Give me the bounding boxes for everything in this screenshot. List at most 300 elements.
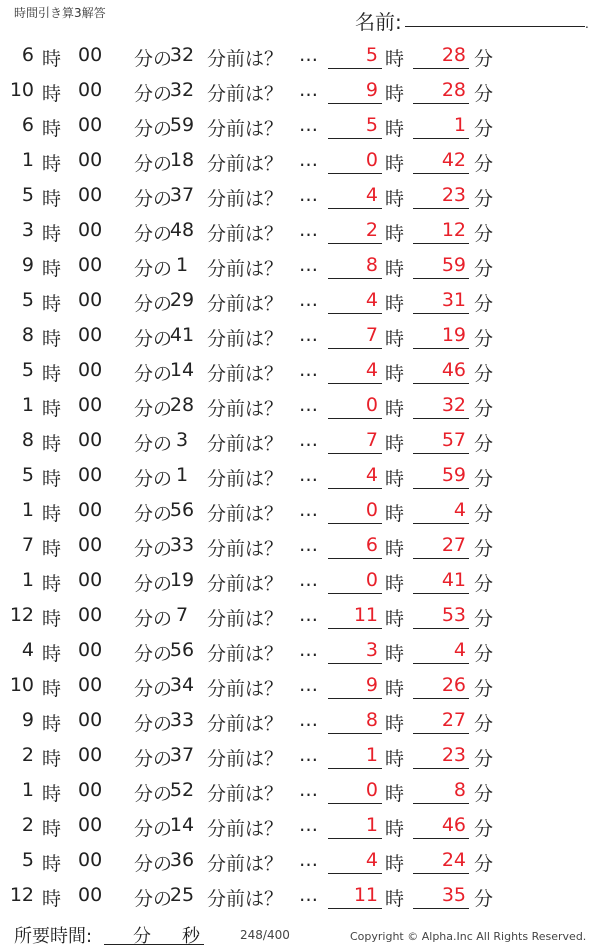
ellipsis: … [299,324,318,346]
zero-minutes: 00 [78,569,103,591]
problem-row [0,633,600,668]
answer-minute: 24 [441,849,466,871]
answer-hour-label: 時 [385,888,405,910]
minutes-before: 37 [169,744,195,766]
zero-minutes: 00 [78,44,103,66]
answer-minute-label: 分 [474,713,494,735]
zero-minutes: 00 [78,779,103,801]
answer-minute: 31 [441,289,466,311]
answer-minute-label: 分 [474,223,494,245]
ellipsis: … [299,744,318,766]
minutes-before: 1 [175,464,189,486]
answer-hour: 4 [365,184,378,206]
answer-hour: 4 [365,464,378,486]
answer-minute-underline [413,663,469,664]
problem-hour: 1 [21,779,34,801]
answer-hour: 8 [365,709,378,731]
name-label: 名前: [355,10,402,34]
zero-minutes: 00 [78,604,103,626]
answer-minute: 1 [453,114,466,136]
answer-hour: 4 [365,359,378,381]
zero-minutes: 00 [78,114,103,136]
answer-hour-underline [328,838,382,839]
answer-minute: 28 [441,44,466,66]
answer-hour-label: 時 [385,118,405,140]
answer-hour-label: 時 [385,223,405,245]
problem-hour: 12 [9,604,34,626]
answer-hour-underline [328,488,382,489]
answer-minute: 57 [441,429,466,451]
answer-minute: 4 [453,499,466,521]
answer-minute: 26 [441,674,466,696]
hour-label: 時 [42,608,62,630]
problem-hour: 10 [9,674,34,696]
problem-hour: 1 [21,499,34,521]
answer-hour: 1 [365,744,378,766]
answer-hour-underline [328,313,382,314]
problem-hour: 10 [9,79,34,101]
answer-hour-underline [328,733,382,734]
answer-hour-label: 時 [385,783,405,805]
answer-hour-label: 時 [385,48,405,70]
ellipsis: … [299,534,318,556]
problem-row [0,143,600,178]
problem-row [0,528,600,563]
answer-hour-label: 時 [385,153,405,175]
answer-hour: 9 [365,79,378,101]
answer-hour-label: 時 [385,83,405,105]
hour-label: 時 [42,83,62,105]
name-end-dot: . [585,17,589,31]
problem-hour: 7 [21,534,34,556]
answer-minute-underline [413,768,469,769]
answer-hour: 6 [365,534,378,556]
problem-hour: 5 [21,464,34,486]
zero-minutes: 00 [78,464,103,486]
answer-hour-label: 時 [385,573,405,595]
before-question-label: 分前は？ [207,258,284,280]
minutes-before: 14 [169,814,195,836]
answer-hour-underline [328,208,382,209]
problem-row [0,738,600,773]
ellipsis: … [299,149,318,171]
answer-minute-underline [413,453,469,454]
hour-label: 時 [42,888,62,910]
hour-label: 時 [42,398,62,420]
answer-hour-underline [328,593,382,594]
hour-label: 時 [42,783,62,805]
minutes-before: 18 [169,149,195,171]
problem-row [0,178,600,213]
answer-minute-label: 分 [474,118,494,140]
zero-minutes: 00 [78,534,103,556]
minutes-before: 59 [169,114,195,136]
minute-no-label: 分の [134,468,173,490]
answer-hour-underline [328,453,382,454]
before-question-label: 分前は？ [207,83,284,105]
zero-minutes: 00 [78,639,103,661]
answer-minute-label: 分 [474,783,494,805]
ellipsis: … [299,114,318,136]
hour-label: 時 [42,853,62,875]
minutes-before: 56 [169,639,195,661]
ellipsis: … [299,814,318,836]
problem-hour: 5 [21,849,34,871]
hour-label: 時 [42,48,62,70]
minutes-before: 7 [175,604,189,626]
problem-hour: 8 [21,429,34,451]
minute-no-label: 分の [134,118,173,140]
minutes-before: 32 [169,44,195,66]
answer-minute-label: 分 [474,818,494,840]
problem-hour: 12 [9,884,34,906]
zero-minutes: 00 [78,149,103,171]
answer-hour: 5 [365,114,378,136]
problem-row [0,108,600,143]
ellipsis: … [299,429,318,451]
minutes-before: 56 [169,499,195,521]
ellipsis: … [299,44,318,66]
answer-minute-label: 分 [474,888,494,910]
problem-row [0,598,600,633]
problem-row [0,248,600,283]
hour-label: 時 [42,573,62,595]
copyright-notice: Copyright © Alpha.Inc All Rights Reserved. [350,930,587,943]
zero-minutes: 00 [78,79,103,101]
answer-minute-underline [413,803,469,804]
hour-label: 時 [42,328,62,350]
answer-hour-label: 時 [385,503,405,525]
problem-row [0,73,600,108]
before-question-label: 分前は？ [207,433,284,455]
answer-minute: 42 [441,149,466,171]
minutes-before: 19 [169,569,195,591]
minute-no-label: 分の [134,153,173,175]
problem-row [0,843,600,878]
answer-minute-label: 分 [474,258,494,280]
before-question-label: 分前は？ [207,748,284,770]
ellipsis: … [299,359,318,381]
answer-minute-label: 分 [474,48,494,70]
answer-minute-underline [413,243,469,244]
minute-no-label: 分の [134,258,173,280]
minute-no-label: 分の [134,713,173,735]
hour-label: 時 [42,538,62,560]
answer-hour-underline [328,383,382,384]
problem-row [0,38,600,73]
answer-minute: 19 [441,324,466,346]
problem-hour: 9 [21,709,34,731]
problem-hour: 6 [21,44,34,66]
answer-minute: 59 [441,464,466,486]
hour-label: 時 [42,153,62,175]
required-time-minutes-unit: 分 [133,926,151,947]
answer-minute: 8 [453,779,466,801]
zero-minutes: 00 [78,884,103,906]
before-question-label: 分前は？ [207,713,284,735]
before-question-label: 分前は？ [207,888,284,910]
answer-minute: 46 [441,814,466,836]
minutes-before: 3 [175,429,189,451]
required-time-seconds-unit: 秒 [182,926,200,947]
answer-minute-underline [413,873,469,874]
ellipsis: … [299,709,318,731]
answer-minute-label: 分 [474,153,494,175]
answer-minute-underline [413,488,469,489]
minute-no-label: 分の [134,783,173,805]
problem-row [0,318,600,353]
zero-minutes: 00 [78,394,103,416]
zero-minutes: 00 [78,709,103,731]
before-question-label: 分前は？ [207,853,284,875]
hour-label: 時 [42,468,62,490]
answer-minute-label: 分 [474,503,494,525]
answer-minute-underline [413,383,469,384]
answer-hour-underline [328,103,382,104]
answer-minute-label: 分 [474,643,494,665]
answer-minute-label: 分 [474,678,494,700]
answer-minute-underline [413,278,469,279]
hour-label: 時 [42,503,62,525]
answer-hour-underline [328,908,382,909]
ellipsis: … [299,884,318,906]
before-question-label: 分前は？ [207,153,284,175]
zero-minutes: 00 [78,674,103,696]
answer-hour: 9 [365,674,378,696]
before-question-label: 分前は？ [207,783,284,805]
answer-minute-underline [413,68,469,69]
ellipsis: … [299,254,318,276]
answer-minute-label: 分 [474,608,494,630]
answer-minute: 27 [441,534,466,556]
zero-minutes: 00 [78,429,103,451]
minute-no-label: 分の [134,48,173,70]
answer-hour-underline [328,663,382,664]
answer-hour-label: 時 [385,608,405,630]
answer-minute-underline [413,838,469,839]
before-question-label: 分前は？ [207,293,284,315]
answer-hour-label: 時 [385,293,405,315]
zero-minutes: 00 [78,744,103,766]
answer-minute-label: 分 [474,538,494,560]
zero-minutes: 00 [78,184,103,206]
answer-minute-label: 分 [474,293,494,315]
answer-hour: 0 [365,394,378,416]
before-question-label: 分前は？ [207,573,284,595]
answer-hour-label: 時 [385,818,405,840]
zero-minutes: 00 [78,289,103,311]
answer-hour-label: 時 [385,678,405,700]
before-question-label: 分前は？ [207,363,284,385]
answer-hour-underline [328,243,382,244]
answer-minute: 28 [441,79,466,101]
minute-no-label: 分の [134,888,173,910]
answer-minute-underline [413,208,469,209]
hour-label: 時 [42,293,62,315]
minute-no-label: 分の [134,608,173,630]
hour-label: 時 [42,363,62,385]
zero-minutes: 00 [78,814,103,836]
minutes-before: 52 [169,779,195,801]
answer-minute-label: 分 [474,363,494,385]
problem-hour: 9 [21,254,34,276]
hour-label: 時 [42,258,62,280]
problem-row [0,703,600,738]
answer-hour-label: 時 [385,258,405,280]
problem-row [0,213,600,248]
hour-label: 時 [42,818,62,840]
answer-minute: 53 [441,604,466,626]
minutes-before: 48 [169,219,195,241]
answer-hour-label: 時 [385,748,405,770]
ellipsis: … [299,219,318,241]
before-question-label: 分前は？ [207,398,284,420]
ellipsis: … [299,464,318,486]
ellipsis: … [299,394,318,416]
before-question-label: 分前は？ [207,188,284,210]
minutes-before: 36 [169,849,195,871]
problem-row [0,493,600,528]
problem-hour: 6 [21,114,34,136]
answer-minute: 41 [441,569,466,591]
problem-hour: 5 [21,359,34,381]
answer-hour-underline [328,348,382,349]
answer-hour: 7 [365,429,378,451]
before-question-label: 分前は？ [207,503,284,525]
ellipsis: … [299,849,318,871]
problem-hour: 3 [21,219,34,241]
answer-hour-label: 時 [385,188,405,210]
minute-no-label: 分の [134,398,173,420]
before-question-label: 分前は？ [207,643,284,665]
answer-hour: 4 [365,849,378,871]
answer-minute: 27 [441,709,466,731]
problem-hour: 1 [21,569,34,591]
answer-minute-label: 分 [474,328,494,350]
answer-minute-label: 分 [474,468,494,490]
worksheet-title: 時間引き算3解答 [14,6,106,20]
before-question-label: 分前は？ [207,468,284,490]
answer-hour: 11 [353,884,378,906]
answer-hour: 2 [365,219,378,241]
answer-minute-underline [413,418,469,419]
name-underline [405,26,585,27]
problem-hour: 8 [21,324,34,346]
minutes-before: 25 [169,884,195,906]
minutes-before: 37 [169,184,195,206]
answer-hour-label: 時 [385,853,405,875]
before-question-label: 分前は？ [207,818,284,840]
answer-hour: 5 [365,44,378,66]
problem-hour: 5 [21,184,34,206]
problem-hour: 5 [21,289,34,311]
minute-no-label: 分の [134,538,173,560]
problem-row [0,563,600,598]
minute-no-label: 分の [134,678,173,700]
problem-row [0,808,600,843]
hour-label: 時 [42,713,62,735]
answer-hour-underline [328,278,382,279]
problem-hour: 2 [21,744,34,766]
answer-hour-underline [328,523,382,524]
zero-minutes: 00 [78,254,103,276]
answer-hour-label: 時 [385,713,405,735]
answer-minute: 35 [441,884,466,906]
answer-hour: 3 [365,639,378,661]
minutes-before: 14 [169,359,195,381]
minutes-before: 34 [169,674,195,696]
answer-hour-underline [328,698,382,699]
answer-hour: 0 [365,569,378,591]
answer-hour-underline [328,68,382,69]
ellipsis: … [299,674,318,696]
answer-minute-underline [413,313,469,314]
minutes-before: 33 [169,534,195,556]
answer-hour-label: 時 [385,328,405,350]
answer-minute-label: 分 [474,853,494,875]
minute-no-label: 分の [134,643,173,665]
answer-minute: 46 [441,359,466,381]
answer-minute: 23 [441,744,466,766]
answer-hour-label: 時 [385,363,405,385]
minute-no-label: 分の [134,188,173,210]
answer-hour: 1 [365,814,378,836]
answer-minute-underline [413,733,469,734]
answer-minute-underline [413,138,469,139]
zero-minutes: 00 [78,849,103,871]
problem-row [0,388,600,423]
minute-no-label: 分の [134,573,173,595]
minute-no-label: 分の [134,748,173,770]
answer-minute: 23 [441,184,466,206]
minute-no-label: 分の [134,503,173,525]
before-question-label: 分前は？ [207,608,284,630]
answer-hour-underline [328,138,382,139]
minutes-before: 1 [175,254,189,276]
problem-row [0,458,600,493]
page-number: 248/400 [240,928,290,942]
hour-label: 時 [42,643,62,665]
ellipsis: … [299,779,318,801]
answer-minute: 4 [453,639,466,661]
problem-row [0,423,600,458]
problem-row [0,878,600,913]
answer-minute-label: 分 [474,748,494,770]
minute-no-label: 分の [134,433,173,455]
answer-minute-label: 分 [474,398,494,420]
answer-hour-label: 時 [385,433,405,455]
required-time-label: 所要時間: [14,926,93,947]
answer-hour-underline [328,628,382,629]
minute-no-label: 分の [134,328,173,350]
before-question-label: 分前は？ [207,48,284,70]
hour-label: 時 [42,678,62,700]
answer-minute-label: 分 [474,433,494,455]
answer-minute-label: 分 [474,188,494,210]
answer-hour-underline [328,173,382,174]
answer-hour: 0 [365,149,378,171]
answer-hour: 7 [365,324,378,346]
zero-minutes: 00 [78,499,103,521]
before-question-label: 分前は？ [207,328,284,350]
minute-no-label: 分の [134,223,173,245]
ellipsis: … [299,569,318,591]
answer-minute: 59 [441,254,466,276]
before-question-label: 分前は？ [207,538,284,560]
minute-no-label: 分の [134,83,173,105]
minute-no-label: 分の [134,818,173,840]
problem-hour: 2 [21,814,34,836]
